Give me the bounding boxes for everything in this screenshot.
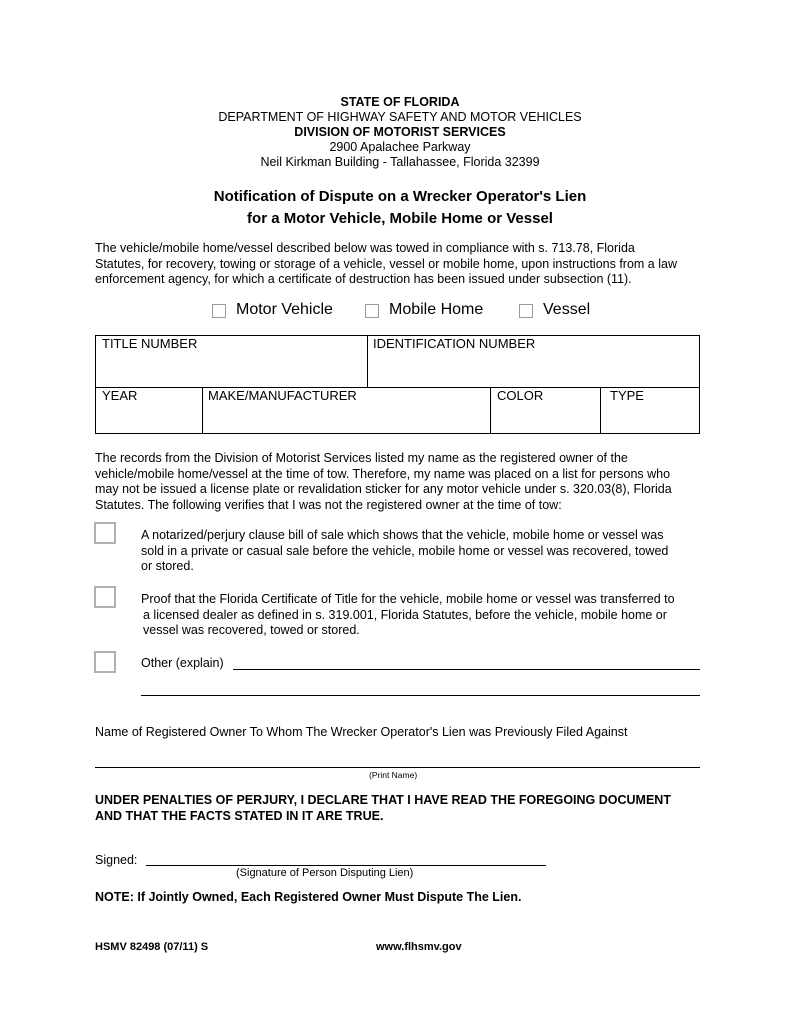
perjury-declaration-line-1: UNDER PENALTIES OF PERJURY, I DECLARE THAT I HAVE READ THE FOREGOING DOCUMENT [95,793,671,807]
type-field[interactable] [610,388,644,403]
title-transfer-line-2: a licensed dealer as defined in s. 319.001, Florida Statutes, before the vehicle, mobile home or [143,607,667,622]
address-line-2: Neil Kirkman Building - Tallahassee, Florida 32399 [260,155,540,169]
vessel-checkbox[interactable] [519,304,533,318]
intro-line-1: The vehicle/mobile home/vessel described below was towed in compliance with s. 713.78, Florida [95,241,635,255]
motor-vehicle-checkbox[interactable] [212,304,226,318]
print-name-caption: (Print Name) [369,770,418,780]
form-title-line-1: Notification of Dispute on a Wrecker Operator's Lien [213,188,587,205]
form-number: HSMV 82498 (07/11) S [95,941,209,953]
bill-of-sale-line-2: sold in a private or casual sale before the vehicle, mobile home or vessel was recovered, towed [141,543,669,558]
other-explain-line-2[interactable] [141,695,700,696]
title-number-field[interactable] [102,336,197,351]
type-label: TYPE [610,388,644,403]
website-link[interactable]: www.flhsmv.gov [376,941,462,953]
joint-ownership-note: NOTE: If Jointly Owned, Each Registered Owner Must Dispute The Lien. [95,890,522,904]
title-transfer-checkbox[interactable] [94,586,116,608]
form-title-line-2: for a Motor Vehicle, Mobile Home or Vessel [247,210,553,227]
address-line-1: 2900 Apalachee Parkway [329,140,471,154]
year-field[interactable] [102,388,137,403]
intro-line-3: enforcement agency, for which a certificate of destruction has been issued under subsection (11). [95,272,632,286]
signature-line[interactable] [146,865,546,866]
title-transfer-line-3: vessel was recovered, towed or stored. [143,623,360,637]
other-explain-line-1[interactable] [233,669,700,670]
make-field[interactable] [208,388,357,403]
bill-of-sale-checkbox[interactable] [94,522,116,544]
make-label: MAKE/MANUFACTURER [208,388,357,403]
owner-name-prompt: Name of Registered Owner To Whom The Wrecker Operator's Lien was Previously Filed Against [95,725,628,739]
year-label: YEAR [102,388,138,403]
bill-of-sale-line-3: or stored. [141,559,194,573]
signature-caption: (Signature of Person Disputing Lien) [236,867,414,879]
identification-number-field[interactable] [373,336,535,351]
owner-name-line[interactable] [95,767,700,768]
identification-number-label: IDENTIFICATION NUMBER [373,336,536,351]
color-field[interactable] [497,388,543,403]
color-label: COLOR [497,388,544,403]
other-label: Other (explain) [141,656,224,670]
department-heading: DEPARTMENT OF HIGHWAY SAFETY AND MOTOR VEHICLES [218,110,582,124]
title-transfer-line-1: Proof that the Florida Certificate of Title for the vehicle, mobile home or vessel was transferred to [141,592,675,606]
title-number-label: TITLE NUMBER [102,336,198,351]
intro-line-2: Statutes, for recovery, towing or storage of a vehicle, vessel or mobile home, upon instructions from a law [95,256,677,271]
records-line-2: vehicle/mobile home/vessel at the time of tow. Therefore, my name was placed on a list for persons who [95,466,671,481]
records-line-3: may not be issued a license plate or revalidation sticker for any motor vehicle under s. 320.03(8), Florida [95,482,672,496]
vehicle-info-table [95,335,700,434]
records-line-1: The records from the Division of Motorist Services listed my name as the registered owner of the [95,451,628,465]
mobile-home-label: Mobile Home [389,301,484,318]
state-heading: STATE OF FLORIDA [340,95,460,109]
vessel-label: Vessel [543,301,591,318]
mobile-home-checkbox[interactable] [365,304,379,318]
perjury-declaration-line-2: AND THAT THE FACTS STATED IN IT ARE TRUE. [95,808,384,823]
bill-of-sale-line-1: A notarized/perjury clause bill of sale which shows that the vehicle, mobile home or vessel was [141,528,664,542]
signed-label: Signed: [95,853,138,867]
division-heading: DIVISION OF MOTORIST SERVICES [294,125,506,139]
motor-vehicle-label: Motor Vehicle [236,301,333,318]
records-line-4: Statutes. The following verifies that I was not the registered owner at the time of tow: [95,497,562,512]
other-checkbox[interactable] [94,651,116,673]
